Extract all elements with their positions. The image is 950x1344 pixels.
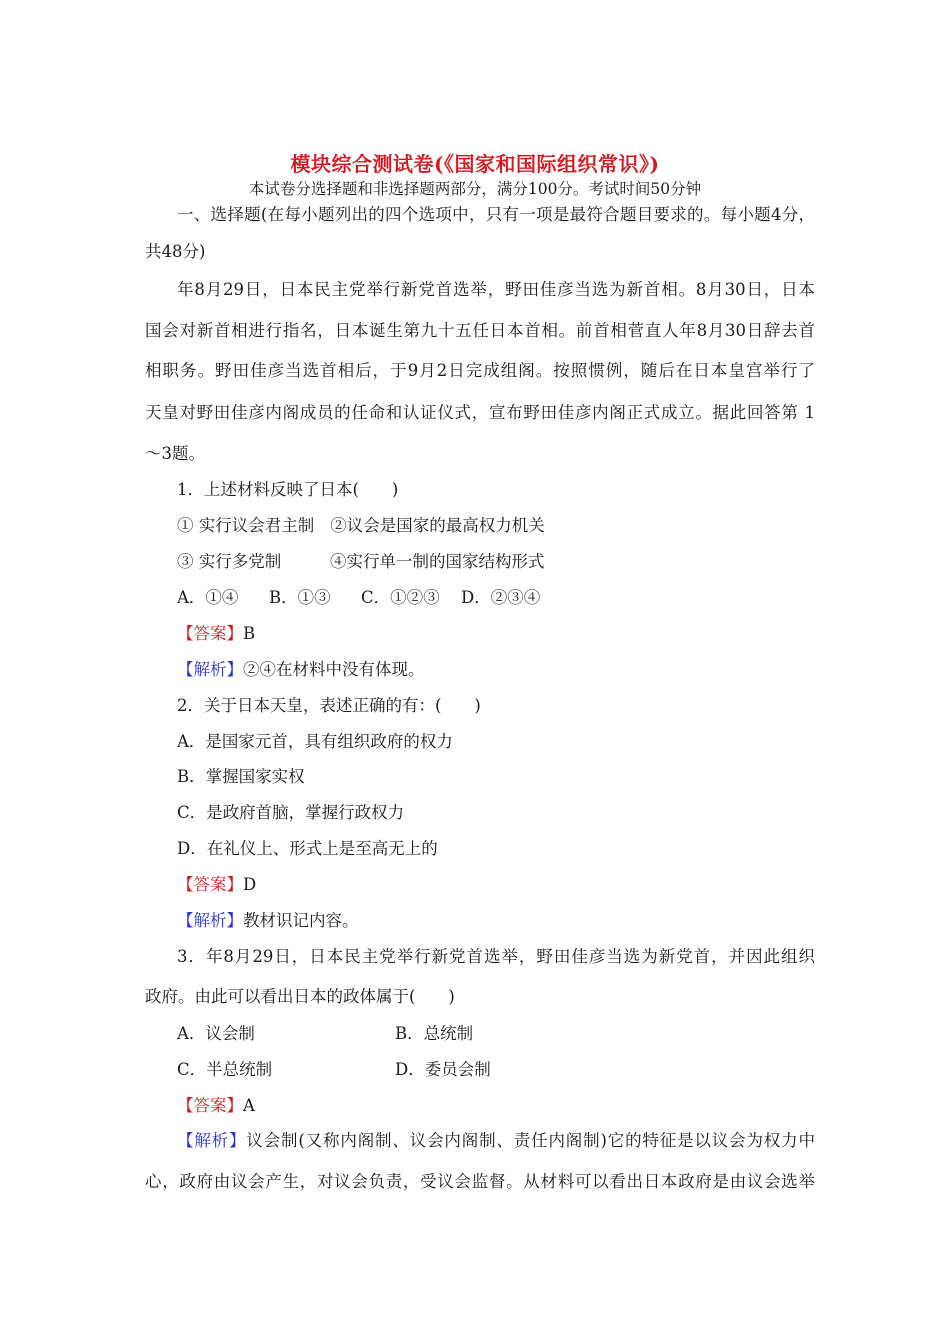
q2-analysis-text: 教材识记内容。 bbox=[243, 911, 359, 930]
q1-answer-value: B bbox=[243, 624, 256, 643]
q3-stem-line2: 政府。由此可以看出日本的政体属于( ) bbox=[145, 987, 455, 1006]
q2-analysis-tag: 【解析】 bbox=[177, 911, 243, 930]
q1-option-c: C．①②③ bbox=[361, 588, 440, 607]
q2-option-c: C．是政府首脑，掌握行政权力 bbox=[177, 803, 405, 822]
q2-option-a: A．是国家元首，具有组织政府的权力 bbox=[177, 732, 453, 751]
q3-stem-line1: 3．年8月29日，日本民主党举行新党首选举，野田佳彦当选为新党首，并因此组织 bbox=[177, 947, 815, 966]
q1-statement-4: ④实行单一制的国家结构形式 bbox=[330, 552, 545, 571]
material-line1: 年8月29日，日本民主党举行新党首选举，野田佳彦当选为新首相。8月30日，日本 bbox=[177, 280, 815, 299]
q1-stem: 1．上述材料反映了日本( ) bbox=[177, 480, 399, 499]
q1-statement-2: ②议会是国家的最高权力机关 bbox=[330, 516, 545, 535]
q3-options-row1 bbox=[177, 1024, 847, 1044]
q1-option-d: D．②③④ bbox=[461, 588, 541, 607]
q2-option-b: B．掌握国家实权 bbox=[177, 767, 305, 786]
q1-answer-tag: 【答案】 bbox=[177, 624, 243, 643]
q3-option-c: C．半总统制 bbox=[177, 1060, 273, 1079]
q2-option-d: D．在礼仪上、形式上是至高无上的 bbox=[177, 839, 438, 858]
q2-answer-value: D bbox=[243, 875, 257, 894]
q1-statement-3: ③ 实行多党制 bbox=[177, 552, 282, 571]
q1-analysis-tag: 【解析】 bbox=[177, 660, 243, 679]
q3-analysis-text1: 议会制(又称内阁制、议会内阁制、责任内阁制)它的特征是以议会为权力中 bbox=[246, 1131, 816, 1150]
q3-analysis-tag: 【解析】 bbox=[177, 1131, 247, 1150]
q3-answer bbox=[177, 1096, 847, 1116]
q1-statement-1: ① 实行议会君主制 bbox=[177, 516, 315, 535]
q3-option-b: B．总统制 bbox=[395, 1024, 474, 1043]
q1-analysis-text: ②④在材料中没有体现。 bbox=[243, 660, 425, 679]
material-line3: 相职务。野田佳彦当选首相后，于9月2日完成组阁。按照惯例，随后在日本皇宫举行了 bbox=[145, 361, 815, 380]
q3-option-a: A．议会制 bbox=[177, 1024, 255, 1043]
q1-option-b: B．①③ bbox=[269, 588, 331, 607]
q2-analysis bbox=[177, 911, 847, 931]
q2-stem: 2．关于日本天皇，表述正确的有：( ) bbox=[177, 696, 481, 715]
section-heading-line2: 共48分) bbox=[145, 242, 206, 261]
q2-answer bbox=[177, 875, 847, 895]
q1-options bbox=[177, 588, 847, 608]
q3-analysis-line1 bbox=[177, 1131, 815, 1151]
q1-answer bbox=[177, 624, 847, 644]
material-line4: 天皇对野田佳彦内阁成员的任命和认证仪式，宣布野田佳彦内阁正式成立。据此回答第 1 bbox=[145, 403, 815, 422]
q3-answer-value: A bbox=[243, 1096, 255, 1115]
q3-options-row2 bbox=[177, 1060, 847, 1080]
q1-statements-row2 bbox=[177, 552, 847, 572]
q1-option-a: A．①④ bbox=[177, 588, 239, 607]
page-title: 模块综合测试卷(《国家和国际组织常识》) bbox=[290, 152, 660, 176]
q3-analysis-line2: 心，政府由议会产生，对议会负责，受议会监督。从材料可以看出日本政府是由议会选举 bbox=[145, 1172, 815, 1191]
section-heading-line1: 一、选择题(在每小题列出的四个选项中，只有一项是最符合题目要求的。每小题4分， bbox=[177, 205, 815, 224]
q1-analysis bbox=[177, 660, 847, 680]
q3-option-d: D．委员会制 bbox=[395, 1060, 491, 1079]
exam-info: 本试卷分选择题和非选择题两部分，满分100分。考试时间50分钟 bbox=[248, 180, 702, 198]
q3-answer-tag: 【答案】 bbox=[177, 1096, 243, 1115]
material-line5: ～3题。 bbox=[145, 444, 205, 463]
q2-answer-tag: 【答案】 bbox=[177, 875, 243, 894]
material-line2: 国会对新首相进行指名，日本诞生第九十五任日本首相。前首相菅直人年8月30日辞去首 bbox=[145, 321, 815, 340]
q1-statements-row1 bbox=[177, 516, 847, 536]
